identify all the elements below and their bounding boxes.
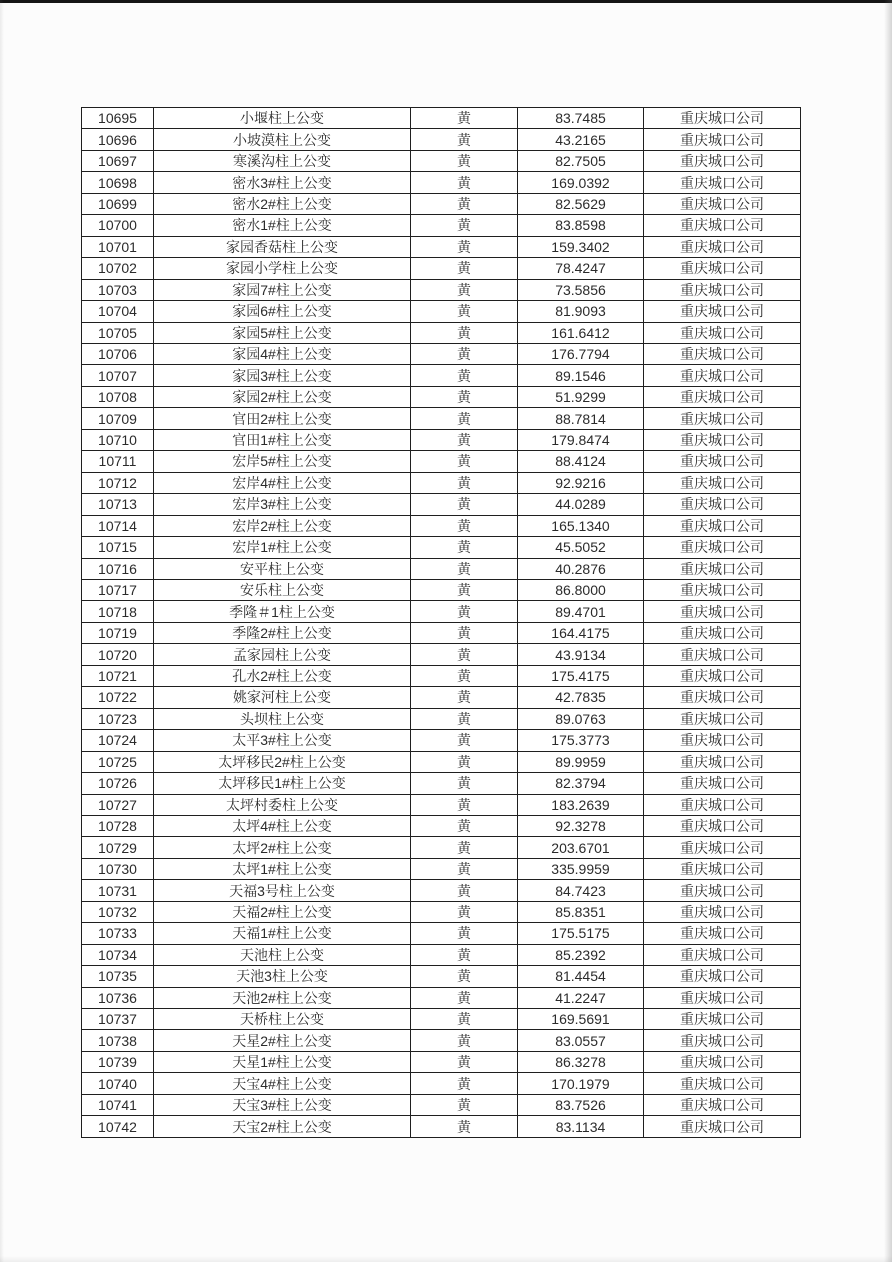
cell-row-id: 10722 — [82, 687, 154, 708]
table-row — [82, 172, 801, 193]
cell-phase: 黄 — [411, 1051, 518, 1072]
cell-device-name: 天福3号柱上公变 — [154, 880, 411, 901]
table-row — [82, 108, 801, 129]
table-row — [82, 558, 801, 579]
cell-capacity: 86.8000 — [518, 579, 644, 600]
cell-company: 重庆城口公司 — [644, 472, 801, 493]
cell-phase: 黄 — [411, 901, 518, 922]
cell-company: 重庆城口公司 — [644, 966, 801, 987]
cell-phase: 黄 — [411, 579, 518, 600]
cell-phase: 黄 — [411, 622, 518, 643]
cell-row-id: 10697 — [82, 150, 154, 171]
cell-company: 重庆城口公司 — [644, 537, 801, 558]
cell-row-id: 10725 — [82, 751, 154, 772]
cell-device-name: 官田2#柱上公变 — [154, 408, 411, 429]
cell-phase: 黄 — [411, 129, 518, 150]
cell-device-name: 天池2#柱上公变 — [154, 987, 411, 1008]
cell-company: 重庆城口公司 — [644, 837, 801, 858]
cell-device-name: 家园4#柱上公变 — [154, 343, 411, 364]
cell-company: 重庆城口公司 — [644, 129, 801, 150]
cell-capacity: 85.8351 — [518, 901, 644, 922]
cell-phase: 黄 — [411, 236, 518, 257]
table-row — [82, 901, 801, 922]
cell-capacity: 88.7814 — [518, 408, 644, 429]
table-row — [82, 494, 801, 515]
cell-company: 重庆城口公司 — [644, 258, 801, 279]
cell-row-id: 10729 — [82, 837, 154, 858]
cell-capacity: 175.5175 — [518, 923, 644, 944]
cell-capacity: 81.9093 — [518, 301, 644, 322]
cell-capacity: 83.7526 — [518, 1094, 644, 1115]
cell-phase: 黄 — [411, 150, 518, 171]
cell-capacity: 335.9959 — [518, 858, 644, 879]
cell-row-id: 10731 — [82, 880, 154, 901]
cell-device-name: 天星2#柱上公变 — [154, 1030, 411, 1051]
cell-company: 重庆城口公司 — [644, 343, 801, 364]
cell-phase: 黄 — [411, 815, 518, 836]
cell-company: 重庆城口公司 — [644, 236, 801, 257]
cell-company: 重庆城口公司 — [644, 730, 801, 751]
cell-capacity: 85.2392 — [518, 944, 644, 965]
cell-company: 重庆城口公司 — [644, 708, 801, 729]
cell-row-id: 10711 — [82, 451, 154, 472]
table-row — [82, 343, 801, 364]
cell-row-id: 10718 — [82, 601, 154, 622]
cell-company: 重庆城口公司 — [644, 923, 801, 944]
cell-phase: 黄 — [411, 751, 518, 772]
cell-capacity: 176.7794 — [518, 343, 644, 364]
cell-capacity: 92.9216 — [518, 472, 644, 493]
cell-company: 重庆城口公司 — [644, 108, 801, 129]
cell-phase: 黄 — [411, 858, 518, 879]
table-row — [82, 880, 801, 901]
cell-row-id: 10728 — [82, 815, 154, 836]
table-row — [82, 1094, 801, 1115]
cell-capacity: 183.2639 — [518, 794, 644, 815]
table-row — [82, 1073, 801, 1094]
cell-capacity: 89.4701 — [518, 601, 644, 622]
cell-phase: 黄 — [411, 108, 518, 129]
cell-device-name: 天福1#柱上公变 — [154, 923, 411, 944]
cell-row-id: 10709 — [82, 408, 154, 429]
cell-capacity: 44.0289 — [518, 494, 644, 515]
table-row — [82, 858, 801, 879]
cell-row-id: 10702 — [82, 258, 154, 279]
cell-phase: 黄 — [411, 215, 518, 236]
cell-capacity: 159.3402 — [518, 236, 644, 257]
cell-phase: 黄 — [411, 1116, 518, 1138]
cell-company: 重庆城口公司 — [644, 172, 801, 193]
scan-edge-left — [0, 0, 4, 1262]
cell-capacity: 86.3278 — [518, 1051, 644, 1072]
cell-row-id: 10716 — [82, 558, 154, 579]
table-row — [82, 923, 801, 944]
cell-device-name: 家园7#柱上公变 — [154, 279, 411, 300]
cell-device-name: 季隆＃1柱上公变 — [154, 601, 411, 622]
table-row — [82, 665, 801, 686]
cell-device-name: 太坪移民2#柱上公变 — [154, 751, 411, 772]
cell-row-id: 10742 — [82, 1116, 154, 1138]
cell-company: 重庆城口公司 — [644, 1116, 801, 1138]
cell-device-name: 天宝4#柱上公变 — [154, 1073, 411, 1094]
cell-device-name: 太坪2#柱上公变 — [154, 837, 411, 858]
cell-capacity: 83.0557 — [518, 1030, 644, 1051]
cell-company: 重庆城口公司 — [644, 751, 801, 772]
cell-capacity: 82.7505 — [518, 150, 644, 171]
cell-phase: 黄 — [411, 987, 518, 1008]
cell-phase: 黄 — [411, 472, 518, 493]
cell-phase: 黄 — [411, 708, 518, 729]
cell-row-id: 10712 — [82, 472, 154, 493]
cell-row-id: 10738 — [82, 1030, 154, 1051]
cell-phase: 黄 — [411, 1094, 518, 1115]
cell-capacity: 83.8598 — [518, 215, 644, 236]
cell-row-id: 10719 — [82, 622, 154, 643]
cell-device-name: 太坪1#柱上公变 — [154, 858, 411, 879]
cell-phase: 黄 — [411, 172, 518, 193]
cell-phase: 黄 — [411, 880, 518, 901]
cell-phase: 黄 — [411, 515, 518, 536]
cell-capacity: 175.3773 — [518, 730, 644, 751]
cell-phase: 黄 — [411, 730, 518, 751]
cell-phase: 黄 — [411, 258, 518, 279]
cell-row-id: 10699 — [82, 193, 154, 214]
cell-phase: 黄 — [411, 837, 518, 858]
table-row — [82, 1030, 801, 1051]
cell-device-name: 小坡漠柱上公变 — [154, 129, 411, 150]
table-row — [82, 579, 801, 600]
cell-phase: 黄 — [411, 1030, 518, 1051]
cell-phase: 黄 — [411, 279, 518, 300]
cell-device-name: 太坪移民1#柱上公变 — [154, 773, 411, 794]
cell-row-id: 10704 — [82, 301, 154, 322]
cell-capacity: 81.4454 — [518, 966, 644, 987]
cell-row-id: 10721 — [82, 665, 154, 686]
cell-row-id: 10701 — [82, 236, 154, 257]
table-row — [82, 301, 801, 322]
cell-row-id: 10733 — [82, 923, 154, 944]
cell-row-id: 10708 — [82, 386, 154, 407]
cell-device-name: 天福2#柱上公变 — [154, 901, 411, 922]
cell-device-name: 宏岸5#柱上公变 — [154, 451, 411, 472]
table-row — [82, 279, 801, 300]
cell-capacity: 83.7485 — [518, 108, 644, 129]
cell-phase: 黄 — [411, 322, 518, 343]
cell-company: 重庆城口公司 — [644, 1030, 801, 1051]
cell-phase: 黄 — [411, 665, 518, 686]
cell-device-name: 家园5#柱上公变 — [154, 322, 411, 343]
cell-capacity: 92.3278 — [518, 815, 644, 836]
table-row — [82, 1116, 801, 1138]
table-row — [82, 408, 801, 429]
cell-capacity: 175.4175 — [518, 665, 644, 686]
cell-row-id: 10706 — [82, 343, 154, 364]
cell-device-name: 家园香菇柱上公变 — [154, 236, 411, 257]
cell-company: 重庆城口公司 — [644, 386, 801, 407]
cell-company: 重庆城口公司 — [644, 1094, 801, 1115]
cell-row-id: 10707 — [82, 365, 154, 386]
cell-device-name: 太坪4#柱上公变 — [154, 815, 411, 836]
cell-company: 重庆城口公司 — [644, 858, 801, 879]
cell-row-id: 10736 — [82, 987, 154, 1008]
cell-company: 重庆城口公司 — [644, 215, 801, 236]
cell-company: 重庆城口公司 — [644, 1051, 801, 1072]
table-row — [82, 644, 801, 665]
cell-row-id: 10726 — [82, 773, 154, 794]
cell-company: 重庆城口公司 — [644, 301, 801, 322]
cell-row-id: 10696 — [82, 129, 154, 150]
table-row — [82, 1051, 801, 1072]
cell-phase: 黄 — [411, 923, 518, 944]
cell-device-name: 天星1#柱上公变 — [154, 1051, 411, 1072]
table-row — [82, 515, 801, 536]
cell-device-name: 宏岸1#柱上公变 — [154, 537, 411, 558]
table-row — [82, 429, 801, 450]
cell-company: 重庆城口公司 — [644, 1073, 801, 1094]
cell-capacity: 40.2876 — [518, 558, 644, 579]
cell-device-name: 官田1#柱上公变 — [154, 429, 411, 450]
table-row — [82, 687, 801, 708]
cell-company: 重庆城口公司 — [644, 880, 801, 901]
cell-capacity: 169.0392 — [518, 172, 644, 193]
cell-device-name: 天桥柱上公变 — [154, 1009, 411, 1030]
cell-row-id: 10698 — [82, 172, 154, 193]
cell-company: 重庆城口公司 — [644, 644, 801, 665]
scan-edge-top — [0, 0, 892, 3]
cell-device-name: 天宝2#柱上公变 — [154, 1116, 411, 1138]
cell-row-id: 10705 — [82, 322, 154, 343]
table-row — [82, 236, 801, 257]
cell-phase: 黄 — [411, 966, 518, 987]
cell-capacity: 161.6412 — [518, 322, 644, 343]
cell-capacity: 203.6701 — [518, 837, 644, 858]
cell-company: 重庆城口公司 — [644, 901, 801, 922]
table-row — [82, 751, 801, 772]
cell-company: 重庆城口公司 — [644, 601, 801, 622]
cell-phase: 黄 — [411, 1073, 518, 1094]
cell-device-name: 家园2#柱上公变 — [154, 386, 411, 407]
cell-device-name: 太平3#柱上公变 — [154, 730, 411, 751]
cell-device-name: 太坪村委柱上公变 — [154, 794, 411, 815]
cell-capacity: 169.5691 — [518, 1009, 644, 1030]
cell-company: 重庆城口公司 — [644, 665, 801, 686]
cell-phase: 黄 — [411, 773, 518, 794]
table-row — [82, 258, 801, 279]
cell-company: 重庆城口公司 — [644, 687, 801, 708]
table-row — [82, 622, 801, 643]
cell-phase: 黄 — [411, 451, 518, 472]
cell-row-id: 10710 — [82, 429, 154, 450]
table-row — [82, 150, 801, 171]
table-row — [82, 944, 801, 965]
cell-capacity: 84.7423 — [518, 880, 644, 901]
cell-device-name: 小堰柱上公变 — [154, 108, 411, 129]
cell-capacity: 82.3794 — [518, 773, 644, 794]
cell-company: 重庆城口公司 — [644, 558, 801, 579]
cell-phase: 黄 — [411, 1009, 518, 1030]
cell-capacity: 170.1979 — [518, 1073, 644, 1094]
cell-company: 重庆城口公司 — [644, 408, 801, 429]
cell-row-id: 10732 — [82, 901, 154, 922]
table-row — [82, 966, 801, 987]
cell-company: 重庆城口公司 — [644, 429, 801, 450]
table-row — [82, 472, 801, 493]
table-row — [82, 386, 801, 407]
cell-row-id: 10715 — [82, 537, 154, 558]
table-row — [82, 451, 801, 472]
cell-row-id: 10727 — [82, 794, 154, 815]
cell-phase: 黄 — [411, 687, 518, 708]
cell-device-name: 季隆2#柱上公变 — [154, 622, 411, 643]
table-row — [82, 129, 801, 150]
cell-row-id: 10724 — [82, 730, 154, 751]
cell-device-name: 密水1#柱上公变 — [154, 215, 411, 236]
cell-capacity: 88.4124 — [518, 451, 644, 472]
cell-phase: 黄 — [411, 558, 518, 579]
cell-row-id: 10734 — [82, 944, 154, 965]
scan-edge-bottom — [0, 1256, 892, 1262]
cell-phase: 黄 — [411, 794, 518, 815]
cell-capacity: 89.0763 — [518, 708, 644, 729]
table-row — [82, 322, 801, 343]
cell-device-name: 寒溪沟柱上公变 — [154, 150, 411, 171]
table-row — [82, 365, 801, 386]
cell-company: 重庆城口公司 — [644, 622, 801, 643]
cell-phase: 黄 — [411, 601, 518, 622]
cell-company: 重庆城口公司 — [644, 987, 801, 1008]
cell-row-id: 10703 — [82, 279, 154, 300]
cell-capacity: 43.9134 — [518, 644, 644, 665]
cell-capacity: 164.4175 — [518, 622, 644, 643]
cell-capacity: 45.5052 — [518, 537, 644, 558]
cell-device-name: 安平柱上公变 — [154, 558, 411, 579]
cell-phase: 黄 — [411, 408, 518, 429]
cell-company: 重庆城口公司 — [644, 451, 801, 472]
cell-device-name: 孔水2#柱上公变 — [154, 665, 411, 686]
cell-phase: 黄 — [411, 343, 518, 364]
cell-phase: 黄 — [411, 944, 518, 965]
cell-device-name: 安乐柱上公变 — [154, 579, 411, 600]
cell-phase: 黄 — [411, 386, 518, 407]
cell-company: 重庆城口公司 — [644, 322, 801, 343]
cell-device-name: 孟家园柱上公变 — [154, 644, 411, 665]
cell-row-id: 10717 — [82, 579, 154, 600]
cell-row-id: 10741 — [82, 1094, 154, 1115]
table-row — [82, 537, 801, 558]
cell-company: 重庆城口公司 — [644, 1009, 801, 1030]
cell-row-id: 10737 — [82, 1009, 154, 1030]
cell-phase: 黄 — [411, 537, 518, 558]
cell-company: 重庆城口公司 — [644, 150, 801, 171]
cell-device-name: 密水2#柱上公变 — [154, 193, 411, 214]
table-row — [82, 794, 801, 815]
cell-device-name: 宏岸3#柱上公变 — [154, 494, 411, 515]
cell-device-name: 天宝3#柱上公变 — [154, 1094, 411, 1115]
cell-row-id: 10739 — [82, 1051, 154, 1072]
cell-phase: 黄 — [411, 301, 518, 322]
table-row — [82, 193, 801, 214]
cell-device-name: 宏岸2#柱上公变 — [154, 515, 411, 536]
table-row — [82, 837, 801, 858]
cell-device-name: 天池3柱上公变 — [154, 966, 411, 987]
cell-device-name: 头坝柱上公变 — [154, 708, 411, 729]
cell-row-id: 10714 — [82, 515, 154, 536]
cell-company: 重庆城口公司 — [644, 794, 801, 815]
cell-row-id: 10713 — [82, 494, 154, 515]
cell-phase: 黄 — [411, 365, 518, 386]
cell-device-name: 宏岸4#柱上公变 — [154, 472, 411, 493]
cell-company: 重庆城口公司 — [644, 579, 801, 600]
cell-row-id: 10695 — [82, 108, 154, 129]
cell-capacity: 83.1134 — [518, 1116, 644, 1138]
cell-device-name: 家园小学柱上公变 — [154, 258, 411, 279]
cell-phase: 黄 — [411, 429, 518, 450]
cell-phase: 黄 — [411, 494, 518, 515]
table-row — [82, 730, 801, 751]
cell-capacity: 51.9299 — [518, 386, 644, 407]
table-row — [82, 1009, 801, 1030]
cell-capacity: 165.1340 — [518, 515, 644, 536]
cell-capacity: 89.9959 — [518, 751, 644, 772]
cell-capacity: 179.8474 — [518, 429, 644, 450]
cell-device-name: 家园6#柱上公变 — [154, 301, 411, 322]
cell-device-name: 姚家河柱上公变 — [154, 687, 411, 708]
cell-row-id: 10720 — [82, 644, 154, 665]
cell-company: 重庆城口公司 — [644, 279, 801, 300]
cell-phase: 黄 — [411, 193, 518, 214]
cell-device-name: 天池柱上公变 — [154, 944, 411, 965]
cell-row-id: 10730 — [82, 858, 154, 879]
cell-company: 重庆城口公司 — [644, 944, 801, 965]
cell-phase: 黄 — [411, 644, 518, 665]
scan-edge-right — [884, 0, 892, 1262]
cell-row-id: 10700 — [82, 215, 154, 236]
table-row — [82, 215, 801, 236]
cell-capacity: 82.5629 — [518, 193, 644, 214]
cell-company: 重庆城口公司 — [644, 365, 801, 386]
transformer-records-table — [81, 107, 801, 1138]
table-row — [82, 987, 801, 1008]
cell-company: 重庆城口公司 — [644, 193, 801, 214]
cell-capacity: 41.2247 — [518, 987, 644, 1008]
cell-row-id: 10723 — [82, 708, 154, 729]
cell-capacity: 89.1546 — [518, 365, 644, 386]
cell-capacity: 73.5856 — [518, 279, 644, 300]
cell-capacity: 42.7835 — [518, 687, 644, 708]
cell-company: 重庆城口公司 — [644, 494, 801, 515]
cell-row-id: 10740 — [82, 1073, 154, 1094]
cell-capacity: 43.2165 — [518, 129, 644, 150]
cell-device-name: 密水3#柱上公变 — [154, 172, 411, 193]
cell-company: 重庆城口公司 — [644, 815, 801, 836]
cell-company: 重庆城口公司 — [644, 515, 801, 536]
table-row — [82, 773, 801, 794]
cell-capacity: 78.4247 — [518, 258, 644, 279]
cell-company: 重庆城口公司 — [644, 773, 801, 794]
cell-device-name: 家园3#柱上公变 — [154, 365, 411, 386]
table-row — [82, 815, 801, 836]
table-body — [82, 108, 801, 1138]
table-row — [82, 601, 801, 622]
cell-row-id: 10735 — [82, 966, 154, 987]
table-row — [82, 708, 801, 729]
